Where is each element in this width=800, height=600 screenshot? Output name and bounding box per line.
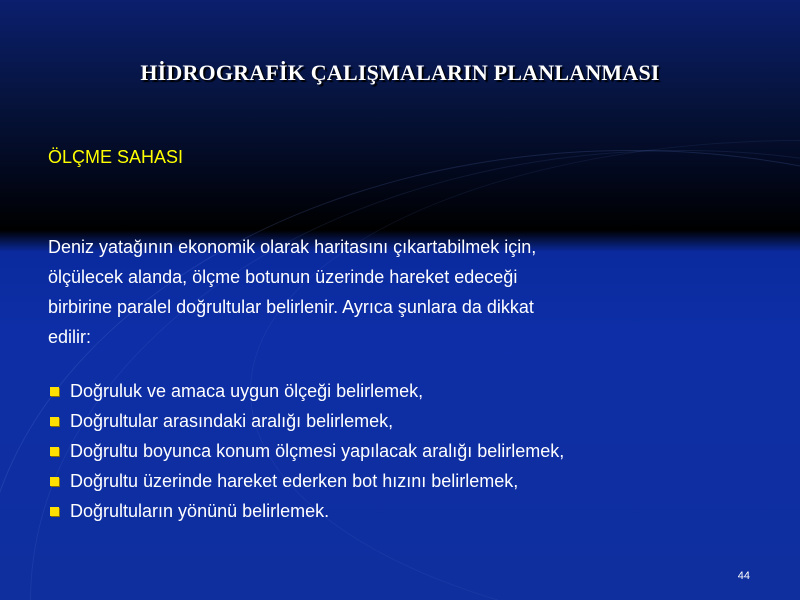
bullet-text: Doğruluk ve amaca uygun ölçeği belirlemek, <box>70 381 424 401</box>
square-bullet-icon <box>50 447 59 456</box>
background-arc <box>0 150 800 600</box>
bullet-list <box>48 376 788 526</box>
slide-title: HİDROGRAFİK ÇALIŞMALARIN PLANLANMASI <box>140 60 660 85</box>
square-bullet-icon <box>50 507 59 516</box>
bullet-text: Doğrultu boyunca konum ölçmesi yapılacak aralığı belirlemek, <box>70 441 565 461</box>
intro-paragraph <box>48 232 768 352</box>
background-arc <box>30 150 800 600</box>
bullet-item <box>48 376 788 406</box>
paragraph-line: birbirine paralel doğrultular belirlenir. Ayrıca şunlara da dikkat <box>48 297 534 317</box>
paragraph-line: ölçülecek alanda, ölçme botunun üzerinde hareket edeceği <box>48 267 518 287</box>
bullet-text: Doğrultular arasındaki aralığı belirlemek, <box>70 411 394 431</box>
background-arc <box>250 140 800 600</box>
section-subtitle: ÖLÇME SAHASI <box>48 147 184 167</box>
square-bullet-icon <box>50 417 59 426</box>
bullet-item <box>48 496 788 526</box>
page-number: 44 <box>737 570 750 582</box>
paragraph-line: Deniz yatağının ekonomik olarak haritasını çıkartabilmek için, <box>48 237 537 257</box>
bullet-item <box>48 466 788 496</box>
bullet-text: Doğrultuların yönünü belirlemek. <box>70 501 330 521</box>
square-bullet-icon <box>50 477 59 486</box>
paragraph-line: edilir: <box>48 327 92 347</box>
bullet-item <box>48 406 788 436</box>
bullet-item <box>48 436 788 466</box>
square-bullet-icon <box>50 387 59 396</box>
bullet-text: Doğrultu üzerinde hareket ederken bot hızını belirlemek, <box>70 471 519 491</box>
